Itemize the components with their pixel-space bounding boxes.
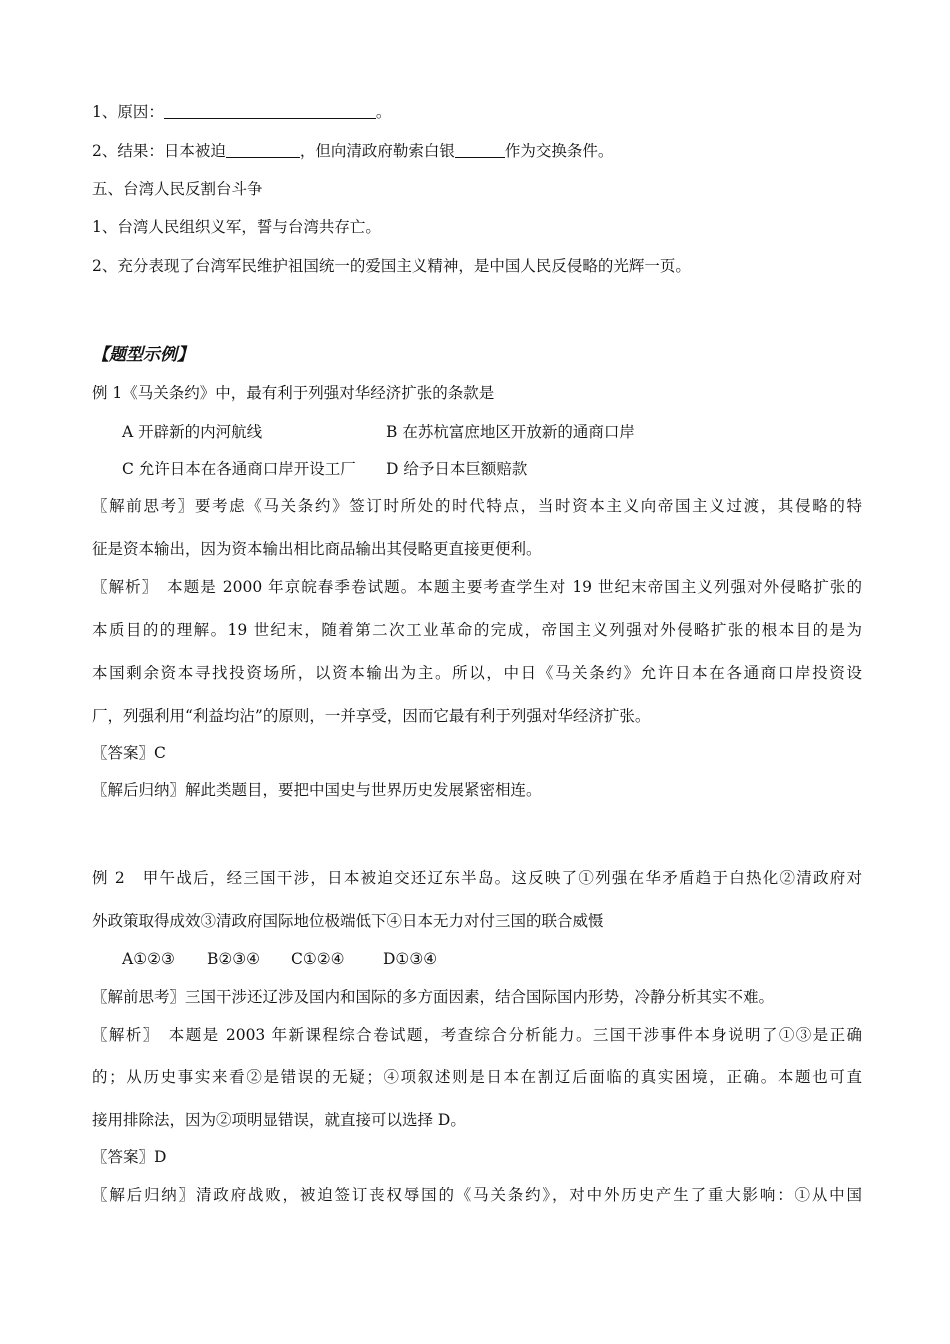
result-blank-1 (226, 141, 300, 158)
example1-option-d: D 给予日本巨额赔款 (386, 460, 528, 478)
result-mid: ，但向清政府勒索白银 (299, 142, 455, 160)
example2-think: 〖解前思考〗三国干涉还辽涉及国内和国际的多方面因素，结合国际国内形势，冷静分析其实不难。 (92, 988, 775, 1006)
result-line (92, 140, 862, 162)
reason-label: 1、原因： (92, 103, 164, 121)
example1-question: 例 1《马关条约》中，最有利于列强对华经济扩张的条款是 (92, 384, 495, 402)
reason-blank (164, 102, 376, 119)
reason-end: 。 (375, 103, 392, 121)
example1-option-a: A 开辟新的内河航线 (122, 423, 263, 441)
section5-item-1: 1、台湾人民组织义军，誓与台湾共存亡。 (92, 218, 381, 236)
example2-option-b: B②③④ (207, 950, 261, 968)
example2-analysis-line-3: 接用排除法，因为②项明显错误，就直接可以选择 D。 (92, 1111, 466, 1129)
example1-analysis-line-3: 本国剩余资本寻找投资场所，以资本输出为主。所以，中日《马关条约》允许日本在各通商口岸投资设 (92, 664, 862, 682)
example1-analysis-line-4: 厂，列强利用“利益均沾”的原则，一并享受，因而它最有利于列强对华经济扩张。 (92, 707, 651, 725)
example1-analysis-line-2: 本质目的的理解。19 世纪末，随着第二次工业革命的完成，帝国主义列强对外侵略扩张的根本目的是为 (92, 621, 862, 639)
section5-item-2: 2、充分表现了台湾军民维护祖国统一的爱国主义精神，是中国人民反侵略的光辉一页。 (92, 257, 691, 275)
reason-line (92, 101, 862, 123)
example1-think-line-1: 〖解前思考〗要考虑《马关条约》签订时所处的时代特点，当时资本主义向帝国主义过渡，其侵略的特 (92, 497, 862, 515)
result-prefix: 2、结果：日本被迫 (92, 142, 226, 160)
section5-title: 五、台湾人民反割台斗争 (92, 180, 263, 198)
result-suffix: 作为交换条件。 (504, 142, 614, 160)
example1-think-line-2: 征是资本输出，因为资本输出相比商品输出其侵略更直接更便利。 (92, 540, 542, 558)
example2-question-line-2: 外政策取得成效③清政府国际地位极端低下④日本无力对付三国的联合威慑 (92, 912, 604, 930)
example-heading: 【题型示例】 (92, 345, 194, 365)
example1-analysis-line-1: 〖解析〗 本题是 2000 年京皖春季卷试题。本题主要考查学生对 19 世纪末帝国主义列强对外侵略扩张的 (92, 578, 862, 596)
example2-answer: 〖答案〗D (92, 1148, 167, 1166)
example1-option-c: C 允许日本在各通商口岸开设工厂 (122, 460, 356, 478)
example2-option-c: C①②④ (291, 950, 345, 968)
example2-analysis-line-2: 的；从历史事实来看②是错误的无疑；④项叙述则是日本在割辽后面临的真实困境，正确。本题也可直 (92, 1068, 862, 1086)
example2-question-line-1: 例 2 甲午战后，经三国干涉，日本被迫交还辽东半岛。这反映了①列强在华矛盾趋于白热化②清政府对 (92, 869, 862, 887)
example2-analysis-line-1: 〖解析〗 本题是 2003 年新课程综合卷试题，考查综合分析能力。三国干涉事件本身说明了①③是正确 (92, 1026, 862, 1044)
example2-option-d: D①③④ (383, 950, 438, 968)
example1-summary: 〖解后归纳〗解此类题目，要把中国史与世界历史发展紧密相连。 (92, 781, 542, 799)
example2-summary: 〖解后归纳〗清政府战败，被迫签订丧权辱国的《马关条约》，对中外历史产生了重大影响：①从中国 (92, 1186, 862, 1204)
example1-answer: 〖答案〗C (92, 744, 166, 762)
example2-option-a: A①②③ (122, 950, 175, 968)
result-blank-2 (455, 141, 505, 158)
example1-option-b: B 在苏杭富庶地区开放新的通商口岸 (386, 423, 635, 441)
